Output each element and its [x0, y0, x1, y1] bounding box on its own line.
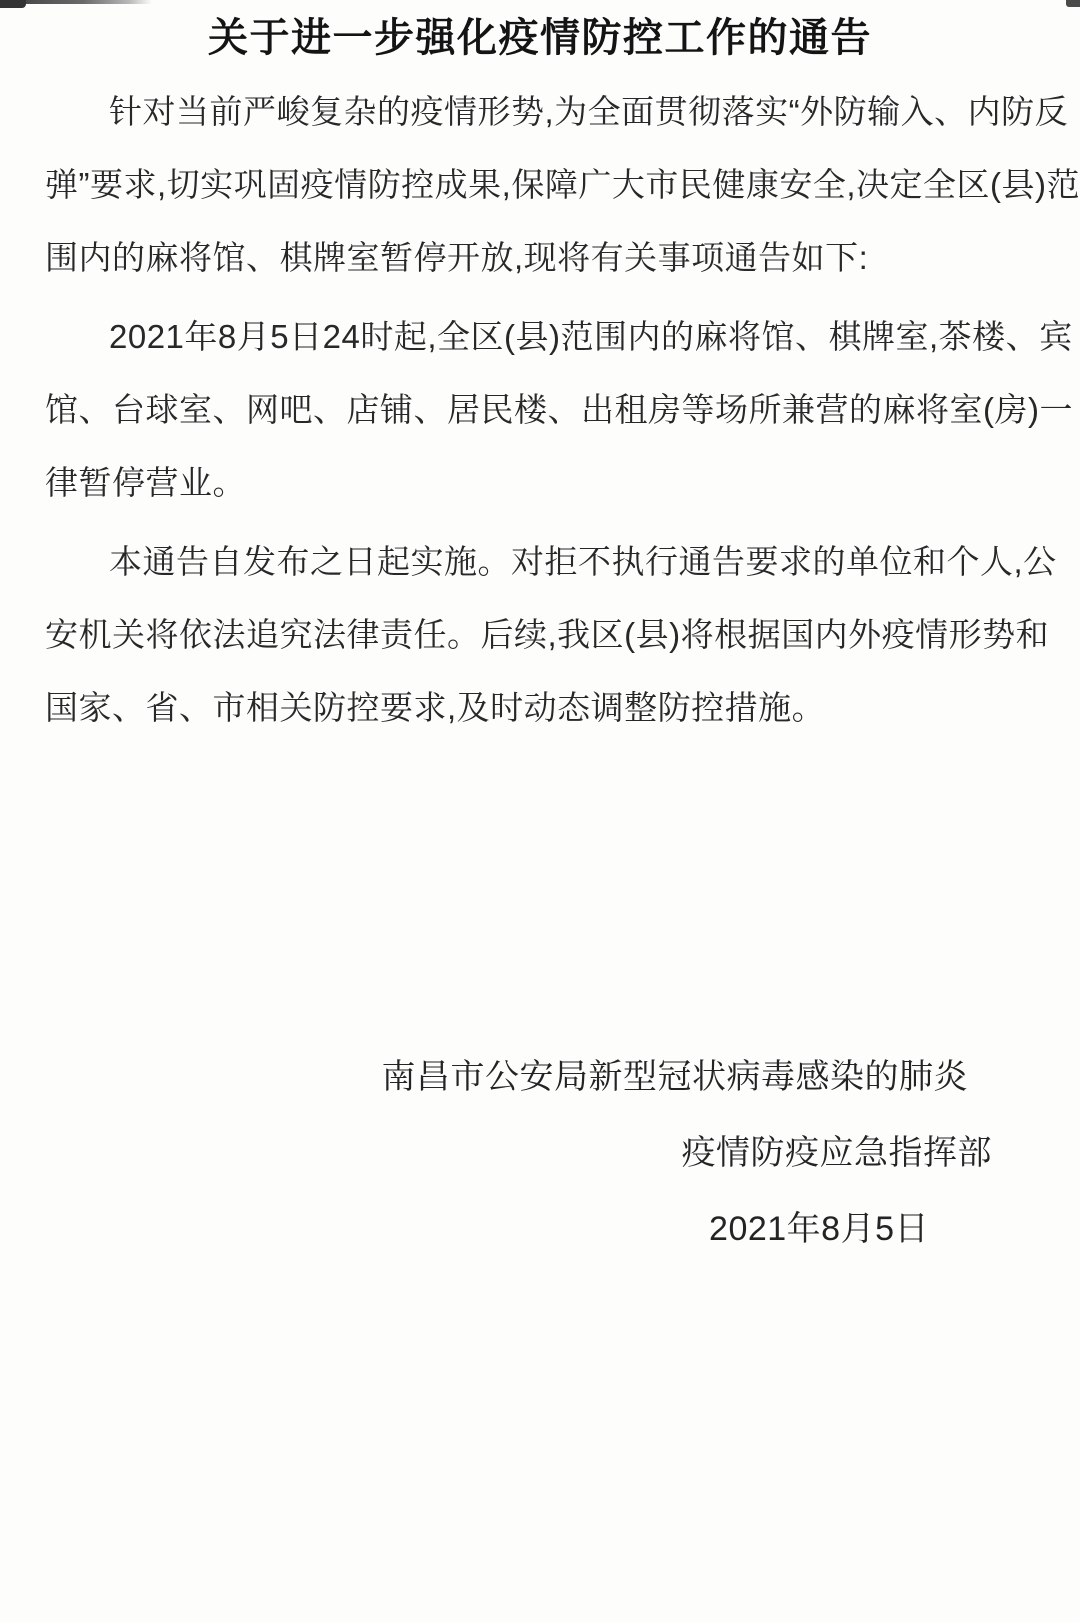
paragraph-2-line-1: 2021年8月5日24时起,全区(县)范围内的麻将馆、棋牌室,茶楼、宾	[109, 318, 1073, 355]
signature-issuer-line-1: 南昌市公安局新型冠状病毒感染的肺炎	[381, 1058, 968, 1096]
notice-title: 关于进一步强化疫情防控工作的通告	[208, 16, 872, 60]
paragraph-1-line-1: 针对当前严峻复杂的疫情形势,为全面贯彻落实“外防输入、内防反	[109, 93, 1069, 130]
signature-block	[45, 1039, 1038, 1267]
paragraph-2-line-2: 馆、台球室、网吧、店铺、居民楼、出租房等场所兼营的麻将室(房)一	[45, 391, 1073, 428]
paragraph-1-line-2: 弹”要求,切实巩固疫情防控成果,保障广大市民健康安全,决定全区(县)范	[45, 166, 1080, 203]
paragraph-3-line-3: 国家、省、市相关防控要求,及时动态调整防控措施。	[45, 689, 826, 726]
photo-corner-artifact-top-right	[1066, 0, 1080, 7]
signature-issuer-line-2: 疫情防疫应急指挥部	[681, 1134, 992, 1172]
paragraph-3	[45, 525, 1057, 744]
paragraph-3-line-2: 安机关将依法追究法律责任。后续,我区(县)将根据国内外疫情形势和	[45, 616, 1050, 653]
signature-date: 2021年8月5日	[709, 1210, 929, 1248]
paragraph-2-line-3: 律暂停营业。	[45, 464, 246, 501]
paragraph-3-line-1: 本通告自发布之日起实施。对拒不执行通告要求的单位和个人,公	[109, 543, 1057, 580]
notice-body	[0, 75, 1080, 1267]
photo-corner-artifact-top-left	[0, 0, 26, 8]
paragraph-1-line-3: 围内的麻将馆、棋牌室暂停开放,现将有关事项通告如下:	[45, 239, 869, 276]
paragraph-1	[45, 75, 1080, 294]
paragraph-2	[45, 300, 1073, 519]
